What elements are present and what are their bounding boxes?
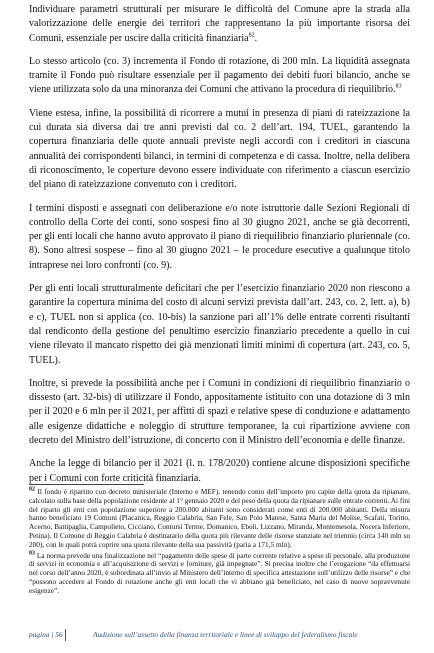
paragraph: Viene estesa, infine, la possibilità di ricorrere a mutui in presenza di piani di rateizzazione la cui durata sia diversa dai tre anni previsti dal co. 2 dell’art. 194, TUEL, garantendo la copertura finanziaria delle quote annuali previste negli accordi con i creditori in ciascuna annualità dei corrispondenti bilanci, in termini di competenza e di cassa. Inoltre, nella delibera di riconoscimento, le coperture devono essere individuate con riferimento a ciascun esercizio del piano di rateizzazione convenuto con i creditori. [29,107,410,191]
paragraph: Individuare parametri strutturali per misurare le difficoltà del Comune apre la strada alla valorizzazione delle energie dei territori che rappresentano la più importante risorsa dei Comuni, essenziale per uscire dalla criticità finanziaria$^{82}$. [29,4,410,44]
paragraph-text: Individuare parametri strutturali per misurare le difficoltà del Comune apre la strada alla valorizzazione delle energie dei territori che rappresentano la più importante risorsa dei Comuni, essenziale per uscire dalla criticità finanziaria [29,4,410,44]
footnote-ref[interactable]: 83 [395,84,402,91]
paragraph [29,55,410,98]
footnote-text: La norma prevede una finalizzazione nel “pagamento delle spese di parte corrente relative a spese di personale, alla produzione di servizi in economia e all’acquisizione di servizi e forniture, già impegnate”. Si precisa inoltre che l’erogazione “da effettuarsi nel corso dell’anno 2020, è subordinata all’invio al Ministero dell’interno di specifica attestazione sull’utilizzo delle risorse” e che “possono accedere al Fondo di rotazione anche gli enti locali che vi abbiano già beneficiato, nel caso di nuove sopravvenute esigenze”. [29,550,411,595]
page-number: pagina | 56 [29,630,63,639]
paragraph: I termini disposti e assegnati con deliberazione e/o note istruttorie dalle Sezioni Regionali di controllo della Corte dei conti, sono sospesi fino al 30 giugno 2021, anche se già decorrenti, per gli enti locali che hanno avuto approvato il piano di riequilibrio finanziario pluriennale (co. 8). Sono altresì sospese – fino al 30 giugno 2021 – le procedure esecutive a qualunque titolo intraprese nei loro confronti (co. 9). [29,202,410,271]
paragraph: Per gli enti locali strutturalmente deficitari che per l’esercizio finanziario 2020 non riescono a garantire la copertura minima del costo di alcuni servizi prevista dall’art. 243, co. 2, lett. a), b) e c), TUEL non si applica (co. 10-bis) la sanzione pari all’1% delle entrate correnti risultanti dal rendiconto della gestione del penultimo esercizio finanziario precedente a quello in cui viene rilevato il mancato rispetto dei già menzionati limiti minimi di copertura (art. 243, co. 5, TUEL). [29,283,410,366]
page-footer [29,629,410,643]
document-title: Audizione sull’assetto della finanza territoriale e linee di sviluppo del federalismo fiscale [93,630,358,639]
footnotes [29,488,410,598]
paragraph: Anche la legge di bilancio per il 2021 (l. n. 178/2020) contiene alcune disposizioni specifiche per i Comuni con forte criticità finanziaria. [29,458,410,484]
main-text [29,3,410,495]
footer-separator [65,629,66,641]
footnote [29,488,410,550]
footnote [29,552,410,596]
footnote-number: 83 [29,550,35,557]
paragraph: Inoltre, si prevede la possibilità anche per i Comuni in condizioni di riequilibrio finanziario o dissesto (art. 32-bis) di utilizzare il Fondo, appositamente istituito con una dotazione di 3 mln per il 2020 e 6 mln per il 2021, per affitti di spazi e relative spese di conduzione e adattamento alle esigenze didattiche e noleggio di strutture temporanee, la cui ripartizione avviene con decreto del Ministro dell’istruzione, di concerto con il Ministro dell’economia e delle finanze. [29,377,410,447]
footnote-divider [29,484,144,485]
footnote-text: Il fondo è ripartito con decreto ministeriale (Interno e MEF), tenendo conto dell’importo pro capite della quota da ripianare, calcolato sulla base della popolazione residente al 1° gennaio 2020 e del peso della quota da ripianare sulle entrate correnti. Ai fini del riparto gli enti con popolazione superiore a 200.000 abitanti sono considerati come enti di 200.000 abitanti. Della misura hanno beneficiato 19 Comuni (Placanica, Reggio Calabria, San Fele, San Polo Matese, Santa Maria del Molise, Scafati, Toritto, Acerno, Battipaglia, Campolieto, Cicciano, Contursi Terme, Domanico, Eboli, Lizzano, Miranda, Montemesola, Nocera Inferiore, Petina). Il Comune di Reggio Calabria è destinatario della quota più rilevante delle risorse stanziate nel triennio (circa 140 mln su 200), con le quali potrà coprire una quota rilevante della sua passività (paria a 171,5 mln). [29,487,410,549]
paragraph-text: Lo stesso articolo (co. 3) incrementa il Fondo di rotazione, di 200 mln. La liquidità assegnata tramite il Fondo può risultare essenziale per il pagamento dei debiti fuori bilancio, anche se viene utilizzata solo da una minoranza dei Comuni che attivano la procedura di riequilibrio. [29,55,410,96]
footnote-ref[interactable]: 82 [248,32,255,39]
footnote-number: 82 [29,486,35,493]
